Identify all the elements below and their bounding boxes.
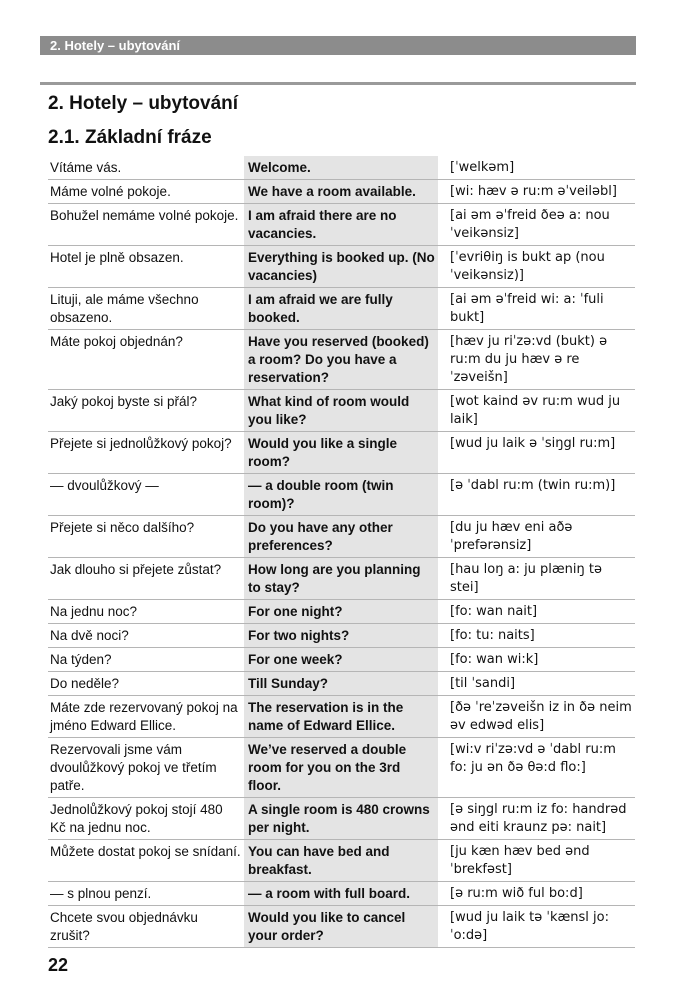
pronunciation: [hau loŋ a: ju plæniŋ tə stei] (438, 558, 635, 600)
table-row (48, 738, 635, 798)
table-row (48, 906, 635, 948)
table-row (48, 558, 635, 600)
czech-phrase: — s plnou penzí. (48, 882, 244, 906)
czech-phrase: Hotel je plně obsazen. (48, 246, 244, 288)
table-row (48, 246, 635, 288)
czech-phrase: Na dvě noci? (48, 624, 244, 648)
czech-phrase: Chcete svou objednávku zrušit? (48, 906, 244, 948)
table-row (48, 288, 635, 330)
pronunciation: [du ju hæv eni aðə ˈprefərənsiz] (438, 516, 635, 558)
table-row (48, 432, 635, 474)
pronunciation: [ə ˈdabl ru:m (twin ru:m)] (438, 474, 635, 516)
czech-phrase: Přejete si jednolůžkový pokoj? (48, 432, 244, 474)
czech-phrase: Rezervovali jsme vám dvoulůžkový pokoj ve třetím patře. (48, 738, 244, 798)
pronunciation: [ə siŋgl ru:m iz fo: handrəd ənd eiti kraunz pə: nait] (438, 798, 635, 840)
czech-phrase: Máme volné pokoje. (48, 180, 244, 204)
czech-phrase: Na jednu noc? (48, 600, 244, 624)
pronunciation: [ə ru:m wið ful bo:d] (438, 882, 635, 906)
running-header: 2. Hotely – ubytování (40, 36, 636, 55)
pronunciation: [wot kaind əv ru:m wud ju laik] (438, 390, 635, 432)
pronunciation: [fo: wan wi:k] (438, 648, 635, 672)
table-row (48, 648, 635, 672)
czech-phrase: Do neděle? (48, 672, 244, 696)
pronunciation: [wi:v riˈzə:vd ə ˈdabl ru:m fo: ju ən ðə θə:d flo:] (438, 738, 635, 798)
czech-phrase: Vítáme vás. (48, 156, 244, 180)
english-phrase: You can have bed and breakfast. (244, 840, 438, 882)
english-phrase: A single room is 480 crowns per night. (244, 798, 438, 840)
table-row (48, 696, 635, 738)
english-phrase: Everything is booked up. (No vacancies) (244, 246, 438, 288)
czech-phrase: Přejete si něco dalšího? (48, 516, 244, 558)
english-phrase: Would you like a single room? (244, 432, 438, 474)
czech-phrase: — dvoulůžkový — (48, 474, 244, 516)
czech-phrase: Jaký pokoj byste si přál? (48, 390, 244, 432)
english-phrase: Do you have any other preferences? (244, 516, 438, 558)
section-title: 2. Hotely – ubytování (48, 93, 239, 114)
english-phrase: Welcome. (244, 156, 438, 180)
pronunciation: [ju kæn hæv bed ənd ˈbrekfəst] (438, 840, 635, 882)
czech-phrase: Máte pokoj objednán? (48, 330, 244, 390)
czech-phrase: Jak dlouho si přejete zůstat? (48, 558, 244, 600)
english-phrase: I am afraid we are fully booked. (244, 288, 438, 330)
table-row (48, 798, 635, 840)
czech-phrase: Jednolůžkový pokoj stojí 480 Kč na jednu noc. (48, 798, 244, 840)
table-row (48, 516, 635, 558)
pronunciation: [ðə ˈreˈzəveišn iz in ðə neim əv edwəd elis] (438, 696, 635, 738)
english-phrase: We have a room available. (244, 180, 438, 204)
table-row (48, 330, 635, 390)
pronunciation: [ai əm əˈfreid ðeə a: nou ˈveikənsiz] (438, 204, 635, 246)
pronunciation: [ˈevriθiŋ is bukt ap (nou ˈveikənsiz)] (438, 246, 635, 288)
english-phrase: We’ve reserved a double room for you on the 3rd floor. (244, 738, 438, 798)
pronunciation: [wud ju laik ə ˈsiŋgl ru:m] (438, 432, 635, 474)
czech-phrase: Máte zde rezervovaný pokoj na jméno Edward Ellice. (48, 696, 244, 738)
english-phrase: Have you reserved (booked) a room? Do you have a reservation? (244, 330, 438, 390)
pronunciation: [wi: hæv ə ru:m əˈveiləbl] (438, 180, 635, 204)
czech-phrase: Můžete dostat pokoj se snídaní. (48, 840, 244, 882)
phrase-table (48, 156, 635, 948)
table-row (48, 180, 635, 204)
english-phrase: For one week? (244, 648, 438, 672)
english-phrase: For one night? (244, 600, 438, 624)
pronunciation: [ai əm əˈfreid wi: a: ˈfuli bukt] (438, 288, 635, 330)
pronunciation: [til ˈsandi] (438, 672, 635, 696)
table-row (48, 882, 635, 906)
table-row (48, 204, 635, 246)
phrase-table-body (48, 156, 635, 948)
table-row (48, 624, 635, 648)
subsection-title: 2.1. Základní fráze (48, 127, 212, 148)
divider-rule (40, 82, 636, 85)
table-row (48, 474, 635, 516)
pronunciation: [ˈwelkəm] (438, 156, 635, 180)
czech-phrase: Bohužel nemáme volné pokoje. (48, 204, 244, 246)
english-phrase: Till Sunday? (244, 672, 438, 696)
pronunciation: [fo: tu: naits] (438, 624, 635, 648)
english-phrase: The reservation is in the name of Edward Ellice. (244, 696, 438, 738)
table-row (48, 390, 635, 432)
page-number: 22 (48, 955, 69, 975)
czech-phrase: Lituji, ale máme všechno obsazeno. (48, 288, 244, 330)
english-phrase: — a room with full board. (244, 882, 438, 906)
english-phrase: Would you like to cancel your order? (244, 906, 438, 948)
pronunciation: [wud ju laik tə ˈkænsl jo: ˈo:də] (438, 906, 635, 948)
pronunciation: [fo: wan nait] (438, 600, 635, 624)
czech-phrase: Na týden? (48, 648, 244, 672)
table-row (48, 156, 635, 180)
table-row (48, 672, 635, 696)
pronunciation: [hæv ju riˈzə:vd (bukt) ə ru:m du ju hæv ə reˈzəveišn] (438, 330, 635, 390)
english-phrase: How long are you planning to stay? (244, 558, 438, 600)
table-row (48, 600, 635, 624)
english-phrase: For two nights? (244, 624, 438, 648)
english-phrase: — a double room (twin room)? (244, 474, 438, 516)
table-row (48, 840, 635, 882)
english-phrase: I am afraid there are no vacancies. (244, 204, 438, 246)
english-phrase: What kind of room would you like? (244, 390, 438, 432)
